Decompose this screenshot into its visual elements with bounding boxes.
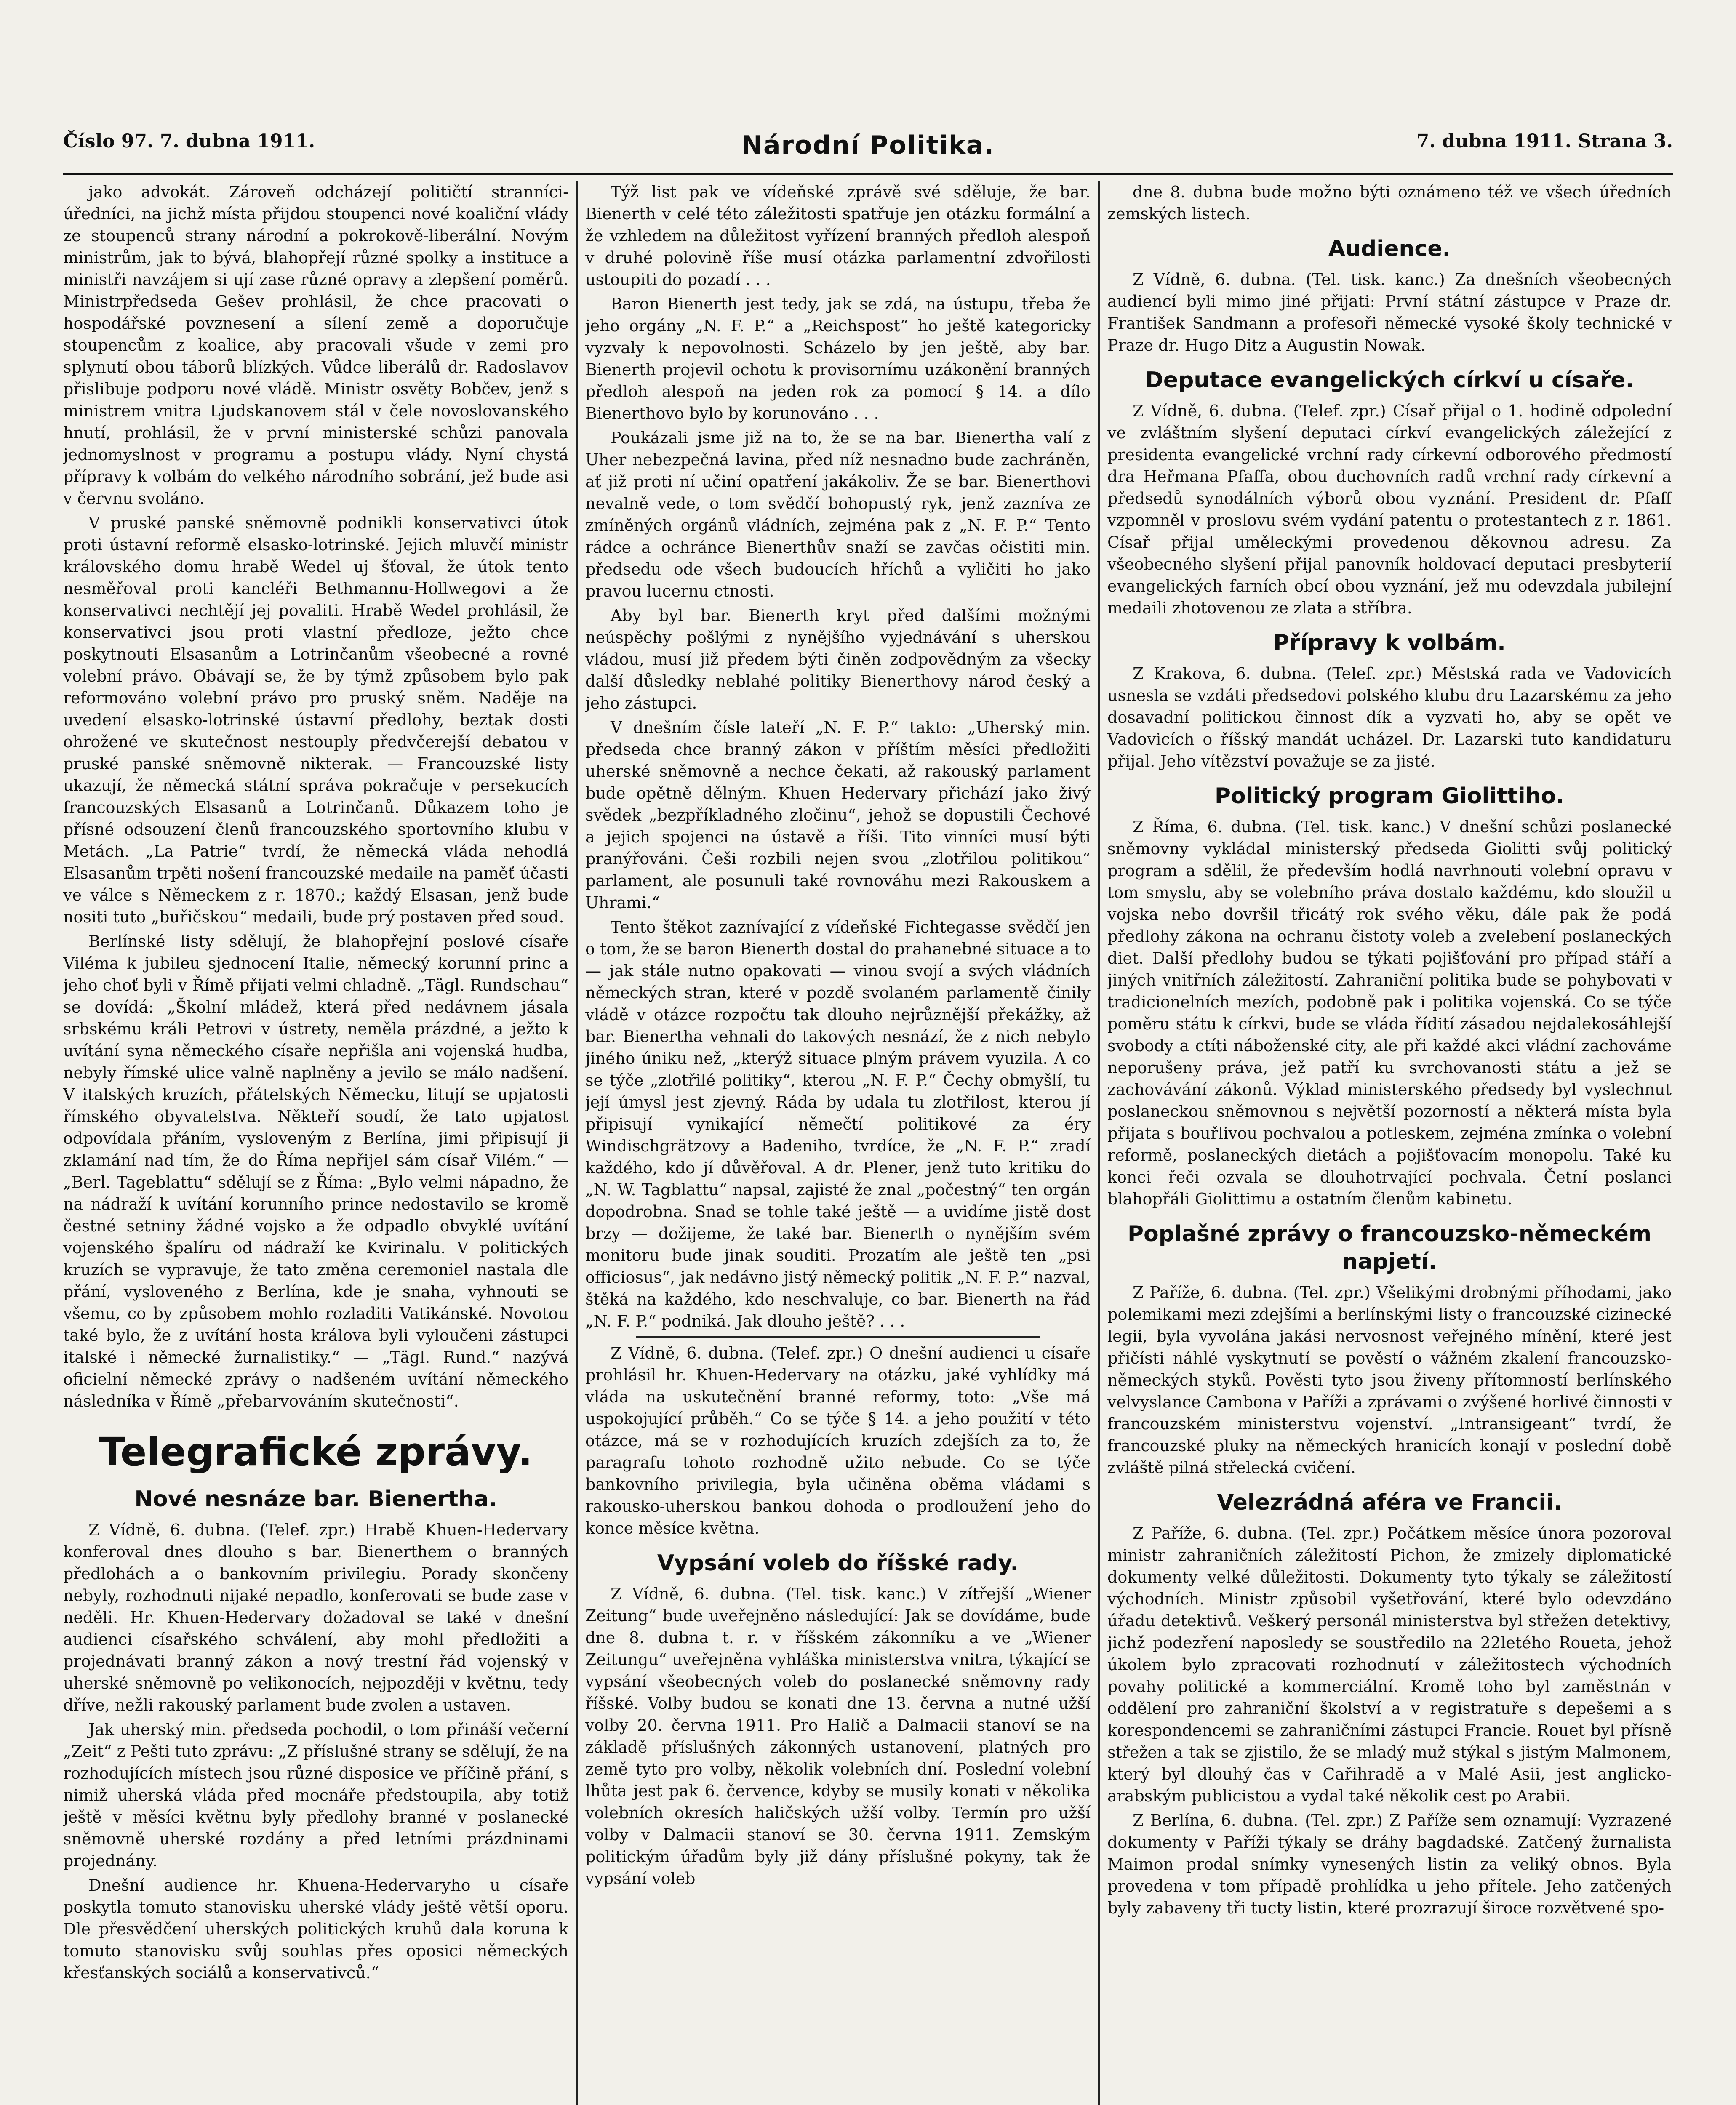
column-2 xyxy=(585,181,1091,2105)
article-headline: Velezrádná aféra ve Francii. xyxy=(1217,1490,1562,1515)
article-headline: Vypsání voleb do říšské rady. xyxy=(657,1551,1019,1576)
column-rule xyxy=(1098,181,1100,2105)
article-paragraph: Z Vídně, 6. dubna. (Tel. tisk. kanc.) V zítřejší „Wiener Zeitung“ bude uveřejněno následující: Jak se dovídáme, bude dne 8. dubna t. r. v říšském zákonníku a ve „Wiener Zeitungu“ uveřejněna vyhláška ministerstva vnitra, týkající se vypsání všeobecných voleb do poslanecké sněmovny rady říšské. Volby budou se konati dne 13. června a nutné užší volby 20. června 1911. Pro Halič a Dalmacii stanoví se na základě příslušných zákonných ustanovení, platných pro země tyto pro volby, několik volebních dní. Poslední volební lhůta jest pak 6. července, kdyby se musily konati v několika volebních okresích haličských užší volby. Termín pro užší volby v Dalmacii stanoví se 30. června 1911. Zemským politickým úřadům byly již dány příslušné pokyny, tak že vypsání voleb xyxy=(585,1585,1091,1888)
article-paragraph: V pruské panské sněmovně podnikli konservativci útok proti ústavní reformě elsasko-lotrinské. Jejich mluvčí ministr královského domu hrabě Wedel uj šťoval, že útok tento nesměřoval proti kancléři Bethmannu-Hollwegovi a že konservativci nechtějí jej povaliti. Hrabě Wedel prohlásil, že konservativci jsou proti vlastní předloze, ježto chce poskytnouti Elsasanům a Lotrinčanům všeobecné a rovné volební právo. Obávají se, že by týmž způsobem bylo pak reformováno volební právo pro pruský sněm. Naděje na uvedení elsasko-lotrinské ústavní předlohy, beztak dosti ohrožené ve skutečnost nestouply předvčerejší debatou v pruské panské sněmovně nikterak. — Francouzské listy ukazují, že německá státní správa pokračuje v persekucích francouzských Elsasanů a Lotrinčanů. Důkazem toho je přísné odsouzení členů francouzského sportovního klubu v Metách. „La Patrie“ tvrdí, že německá vláda nehodlá Elsasanům trpěti nošení francouzské medaile na paměť účasti ve válce s Německem z r. 1870.; každý Elsasan, jenž bude nositi tuto „buřičskou“ medaili, bude prý postaven před soud. xyxy=(63,514,568,926)
page-date-number: 7. dubna 1911. Strana 3. xyxy=(1416,131,1673,152)
article-paragraph: Z Vídně, 6. dubna. (Telef. zpr.) Hrabě Khuen-Hedervary konferoval dnes dlouho s bar. Bienerthem o branných předlohách a o bankovním privilegiu. Porady skončeny nebyly, rozhodnuti nijaké nepadlo, konferovati se bude zase v neděli. Hr. Khuen-Hedervary dožadoval se také v dnešní audienci císařského schválení, aby mohl předložiti a projednávati branný zákon a nový trestní řád vojenský v uherské sněmovně po velikonocích, nejpozději v květnu, tedy dříve, nežli rakouský parlament bude zvolen a ustaven. xyxy=(63,1521,568,1714)
article-paragraph: Poukázali jsme již na to, že se na bar. Bienertha valí z Uher nebezpečná lavina, před níž nesnadno bude zachráněn, ať již proti ní učiní opatření jakákoliv. Že se bar. Bienerthovi nevalně vede, o tom svědčí bohopustý ryk, jenž zazníva ze zmíněných orgánů vládních, zejména pak z „N. F. P.“ Tento rádce a ochránce Bienerthův snaží se zavčas očistiti min. předsedu ode všech budoucích hříchů a vyličiti ho jako pravou lucernu ctnosti. xyxy=(585,429,1091,600)
section-headline: Telegrafické zprávy. xyxy=(99,1429,533,1474)
article-paragraph: Týž list pak ve vídeňské zprávě své sděluje, že bar. Bienerth v celé této záležitosti spatřuje jen otázku formální a že vzhledem na důležitost vyřízení branných předloh alespoň v druhé polovině říše musí otázka parlamentní zdvořilosti ustoupiti do pozadí . . . xyxy=(585,183,1091,289)
issue-number-date: Číslo 97. 7. dubna 1911. xyxy=(63,131,315,152)
page-header xyxy=(63,126,1673,175)
article-paragraph: jako advokát. Zároveň odcházejí političtí stranníci-úředníci, na jichž místa přijdou stoupenci nové koaliční vlády ze stoupenců strany národní a pokrokově-liberální. Novým ministrům, jak to bývá, blahopřejí různé spolky a instituce a ministři navzájem si ují zase různé opravy a zlepšení poměrů. Ministrpředseda Gešev prohlásil, že chce pracovati o hospodářské povznesení a sílení země a doporučuje stoupencům z koalice, aby pracovali všude v zemi pro splynutí obou táborů blízkých. Vůdce liberálů dr. Radoslavov přislibuje podporu nové vládě. Ministr osvěty Bobčev, jenž s ministrem vnitra Ljudskanovem stál v čele novoslovanského hnutí, prohlásil, že v první ministerské schůzi panovala jednomyslnost v programu a postupu vlády. Nyní chystá přípravy k volbám do velkého národního sobrání, jež bude asi v červnu svoláno. xyxy=(63,183,568,508)
article-divider xyxy=(636,1336,1040,1338)
article-headline: Deputace evangelických církví u císaře. xyxy=(1145,368,1634,393)
article-headline: Poplašné zprávy o francouzsko-německém napjetí. xyxy=(1127,1221,1652,1274)
article-paragraph: Tento štěkot zaznívající z vídeňské Fichtegasse svědčí jen o tom, že se baron Bienerth dostal do prahanebné situace a to — jak stále nutno opakovati — vinou svojí a svých vládních německých stran, které v pozdě svolaném parlamentě činily vládě v otázce rozpočtu tak dlouho nejrůznější překážky, až bar. Bienertha vehnali do takových nesnází, že z nich nebylo jiného úniku než, „kterýž situace plným právem vyuzila. A co se týče „zlotřilé politiky“, kterou „N. F. P.“ Čechy obmyšlí, tu její úmysl jest zjevný. Ráda by udala tu zlotřilost, kterou jí připisují vynikající němečtí politikové za éry Windischgrätzovy a Badeniho, tvrdíce, že „N. F. P.“ zradí každého, kdo jí důvěřoval. A dr. Plener, jenž tuto kritiku do „N. W. Tagblattu“ napsal, zajisté že znal „počestný“ ten orgán dopodrobna. Snad se tohle také ještě — a uvidíme jistě dost brzy — dožijeme, že také bar. Bienerth o nynějším svém monitoru bude jinak souditi. Prozatím ale ještě ten „psi officiosus“, jak nedávno jistý německý politik „N. F. P.“ nazval, štěká na každého, kdo neschvaluje, co bar. Bienerth na řád „N. F. P.“ podniká. Jak dlouho ještě? . . . xyxy=(585,918,1091,1330)
article-paragraph: Baron Bienerth jest tedy, jak se zdá, na ústupu, třeba že jeho orgány „N. F. P.“ a „Reichspost“ ho ještě kategoricky vyzvaly k nepovolnosti. Scházelo by jen ještě, aby bar. Bienerth projevil ochotu k provisornímu uzákonění branných předloh alespoň na jeden rok za pomocí § 14. a dílo Bienerthovo bylo by korunováno . . . xyxy=(585,295,1091,423)
column-3 xyxy=(1107,181,1672,2105)
article-paragraph: Z Krakova, 6. dubna. (Telef. zpr.) Městská rada ve Vadovicích usnesla se vzdáti předsedovi polského klubu dru Lazarskému za jeho dosavadní politickou činnost dík a vyzvati ho, aby se opět ve Vadovicích o říšský mandát ucházel. Dr. Lazarski tuto kandidaturu přijal. Jeho vítězství považuje se za jisté. xyxy=(1107,664,1672,770)
article-paragraph: Aby byl bar. Bienerth kryt před dalšími možnými neúspěchy pošlými z nynějšího vyjednávání s uherskou vládou, musí již předem býti činěn zodpovědným za všecky další důsledky neblahé politiky Bienerthovy národ český a jeho zástupci. xyxy=(585,606,1091,712)
article-headline: Politický program Giolittiho. xyxy=(1214,783,1565,809)
article-headline: Audience. xyxy=(1328,236,1451,261)
article-paragraph: Jak uherský min. předseda pochodil, o tom přináší večerní „Zeit“ z Pešti tuto zprávu: „Z příslušné strany se sdělují, že na rozhodujících místech jsou různé disposice ve příčině přání, s nimiž uherská vláda před mocnáře předstoupila, aby totiž ještě v měsíci květnu byly předlohy branné v poslanecké sněmovně uherské rozdány a před letními prázdninami projednány. xyxy=(63,1720,568,1870)
article-paragraph: Dnešní audience hr. Khuena-Hedervaryho u císaře poskytla tomuto stanovisku uherské vlády ještě větší oporu. Dle přesvědčení uherských politických kruhů dala koruna k tomuto stanovisku svůj souhlas přes oposici německých křesťanských sociálů a konservativců.“ xyxy=(63,1876,568,1982)
article-headline: Přípravy k volbám. xyxy=(1273,630,1506,655)
column-rule xyxy=(576,181,578,2105)
article-paragraph: Z Paříže, 6. dubna. (Tel. zpr.) Všelikými drobnými příhodami, jako polemikami mezi zdejšími a berlínskými listy o francouzské cizinecké legii, byla vyvolána jakási nervosnost veřejného mínění, které jest přičísti náhlé vyskytnutí se pověstí o vážném zkalení francouzsko-německých styků. Pověsti tyto jsou živeny přítomností berlínského velvyslance Cambona v Paříži a zprávami o zvýšené horlivé činnosti v francouzském ministerstvu vojenství. „Intransigeant“ tvrdí, že francouzské pluky na německých hranicích konají v poslední době zvláště pilná střelecká cvičení. xyxy=(1107,1283,1672,1477)
article-paragraph: Z Berlína, 6. dubna. (Tel. zpr.) Z Paříže sem oznamují: Vyzrazené dokumenty v Paříži týkaly se dráhy bagdadské. Zatčený žurnalista Maimon prodal snímky vynesených listin za veliký obnos. Byla provedena v tom případě prohlídka u jeho přítele. Jeho zatčených byly zabaveny tři tucty listin, které prozrazují široce rozvětvené spo- xyxy=(1107,1811,1672,1917)
column-1 xyxy=(63,181,568,2105)
article-paragraph: Z Říma, 6. dubna. (Tel. tisk. kanc.) V dnešní schůzi poslanecké sněmovny vykládal ministerský předseda Giolitti svůj politický program a sdělil, že především hodlá navrhnouti volební opravu v tom smyslu, aby se volebního práva dostalo každému, kdo sloužil u vojska nebo dovršil třicátý rok svého věku, dále pak že podá předlohy zákona na ochranu čistoty voleb a zvelebení poslaneckých diet. Další předlohy budou se týkati pojišťování pro případ stáří a jiných vnitřních záležitostí. Zahraniční politika bude se pohybovati v tradicionelních mezích, podobně pak i politika vojenská. Co se týče poměru státu k církvi, bude se vláda řídití zásadou nejdalekosáhlejší svobody a ctíti náboženské city, ale při každé akci vládní zachováme neporušeny práva, jež patří ku svrchovanosti státu a jež se zachovávání zákonů. Výklad ministerského předsedy byl vyslechnut poslaneckou sněmovnou s největší pozorností a některá místa byla přijata s bouřlivou pochvalou a potleskem, zejména zmínka o volební reformě, poslaneckých dietách a pojišťovacím monopolu. Také ku konci řeči ozvala se dlouhotrvající pochvala. Četní poslanci blahopřáli Giolittimu a ostatním členům kabinetu. xyxy=(1107,818,1672,1208)
article-paragraph: dne 8. dubna bude možno býti oznámeno též ve všech úředních zemských listech. xyxy=(1107,183,1672,223)
article-paragraph: Z Vídně, 6. dubna. (Telef. zpr.) O dnešní audienci u císaře prohlásil hr. Khuen-Hedervary na otázku, jaké vyhlídky má vláda na uskutečnění branné reformy, toto: „Vše má uspokojující průběh.“ Co se týče § 14. a jeho použití v této otázce, má se v rozhodujících kruzích zdejších za to, že paragrafu tohoto rozhodně užito nebude. Co se týče bankovního privilegia, byla učiněna oběma vládami s rakousko-uherskou bankou dohoda o prodloužení jeho do konce měsíce května. xyxy=(585,1344,1091,1537)
article-paragraph: Berlínské listy sdělují, že blahopřejní poslové císaře Viléma k jubileu sjednocení Italie, německý korunní princ a jeho choť byli v Římě přijati velmi chladně. „Tägl. Rundschau“ se dovídá: „Školní mládež, která před nedávnem jásala srbskému králi Petrovi v ústrety, neměla prázdné, a ježto k uvítání syna německého císaře nepřišla ani vojenská hudba, nebyly římské ulice valně naplněny a jevilo se málo nadšení. V italských kruzích, přátelských Německu, litují se upjatosti římského obyvatelstva. Někteří soudí, že tato upjatost odpovídala přáním, vysloveným z Berlína, jimi připisují ji zklamání nad tím, že do Říma nepřijel sám císař Vilém.“ — „Berl. Tageblattu“ sdělují se z Říma: „Bylo velmi nápadno, že na nádraží k uvítání korunního prince nedostavilo se kromě čestné setniny žádné vojsko a že odpadlo obvyklé uvítání vojenského špalíru od nádraží ke Kvirinalu. V politických kruzích se vypravuje, že tato změna ceremoniel nastala dle přání, vysloveného z Berlína, kde je snaha, vyhnouti se všemu, co by způsobem mohlo rozladiti Vatikánské. Novotou také bylo, že z uvítání hosta králova byli vyloučeni zástupci italské i německé žurnalistiky.“ — „Tägl. Rund.“ nazývá oficielní německé zprávy o nadšeném uvítání německého následníka v Římě „přebarvováním skutečnosti“. xyxy=(63,932,568,1410)
article-paragraph: V dnešním čísle lateří „N. F. P.“ takto: „Uherský min. předseda chce branný zákon v příštím měsíci předložiti uherské sněmovně a nechce čekati, až rakouský parlament bude opětně dělným. Khuen Hedervary přichází jako živý svědek „bezpříkladného zločinu“, jehož se dopustili Čechové a jejich spojenci na ústavě a říši. Tito vinníci musí býti pranýřováni. Češi rozbili nejen svou „zlotřilou politikou“ parlament, ale posunuli také rovnováhu mezi Rakouskem a Uhrami.“ xyxy=(585,718,1091,912)
article-paragraph: Z Paříže, 6. dubna. (Tel. zpr.) Počátkem měsíce února pozoroval ministr zahraničních záležitostí Pichon, že zmizely diplomatické dokumenty velké důležitosti. Dokumenty tyto týkaly se záležitostí východních. Ministr způsobil vyšetřování, které bylo odevzdáno úřadu detektivů. Veškerý personál ministerstva byl střežen detektivy, jichž podezření naposledy se soustředilo na 22letého Roueta, jehož úkolem bylo zpracovati rozhodnutí v záležitostech východních povahy politické a kommerciální. Kromě toho byl zaměstnán v oddělení pro zahraniční školství a v registratuře s depešemi a s korespondencemi se zahraničními zástupci Francie. Rouet byl přísně střežen a tak se zjistilo, že se mladý muž stýkal s jistým Malmonem, který byl dlouhý čas v Cařihradě a v Malé Asii, jest anglicko-arabským publicistou a vydal také několik cest po Arabii. xyxy=(1107,1524,1672,1805)
article-headline: Nové nesnáze bar. Bienertha. xyxy=(134,1487,497,1512)
masthead-title: Národní Politika. xyxy=(741,131,995,160)
article-paragraph: Z Vídně, 6. dubna. (Telef. zpr.) Císař přijal o 1. hodině odpolední ve zvláštním slyšení deputaci církví evangelických záležející z presidenta evangelické vrchní rady církevní odborového předmostí dra Heřmana Pfaffa, obou duchovních radů vrchní rady církevní a předsedů synodálních výborů obou vyznání. President dr. Pfaff vzpomněl v proslovu svém vydání patentu o protestantech z r. 1861. Císař přijal uměleckými provedenou děkovnou adresu. Za všeobecného slyšení přijal panovník holdovací deputaci presbyterií evangelických farních obcí obou vyznání, jež mu odevzdala jubilejní medaili zhotovenou ze zlata a stříbra. xyxy=(1107,402,1672,617)
article-paragraph: Z Vídně, 6. dubna. (Tel. tisk. kanc.) Za dnešních všeobecných audiencí byli mimo jiné přijati: První státní zástupce v Praze dr. František Sandmann a profesoři německé vysoké školy technické v Praze dr. Hugo Ditz a Augustin Nowak. xyxy=(1107,270,1672,354)
